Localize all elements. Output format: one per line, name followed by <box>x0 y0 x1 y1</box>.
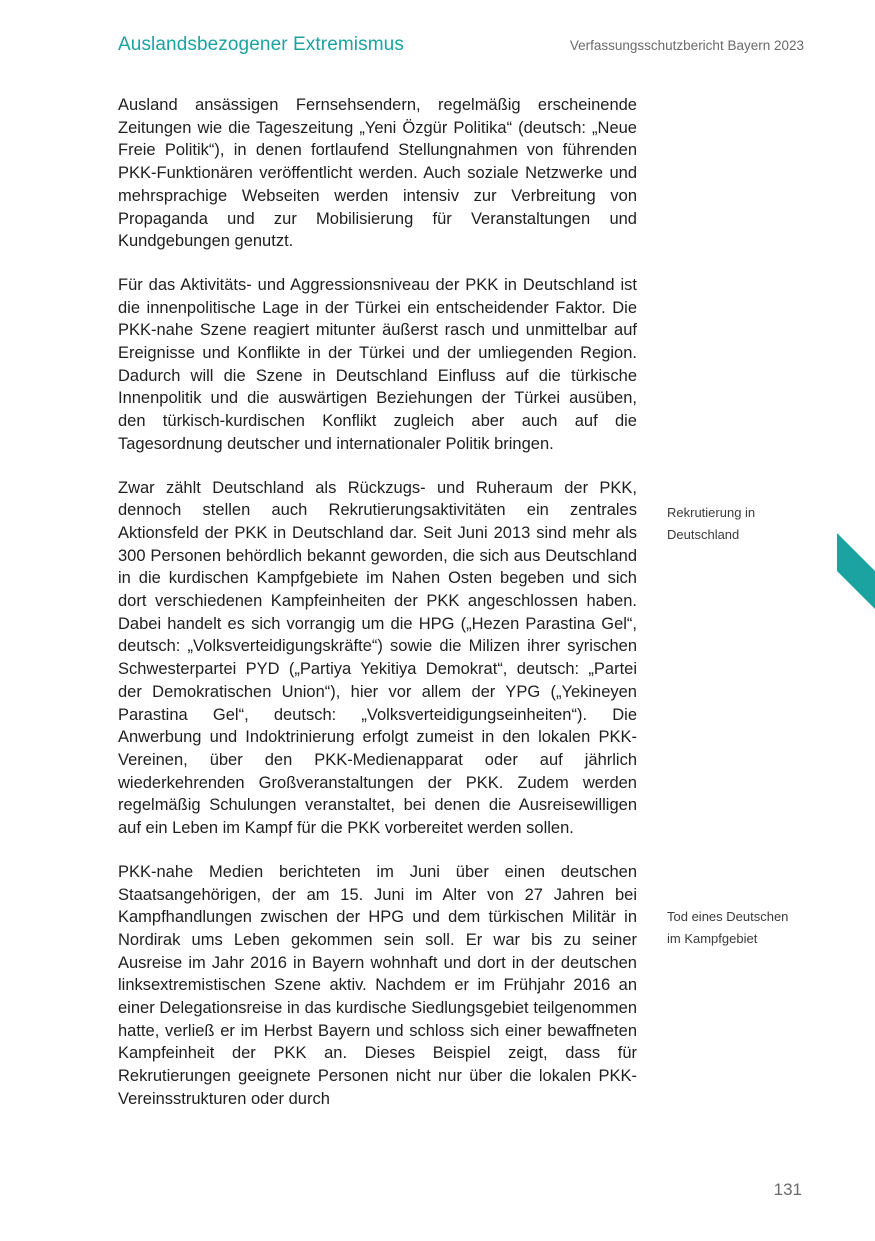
margin-note-recruitment <box>667 502 817 546</box>
section-title: Auslandsbezogener Extremismus <box>118 34 404 55</box>
report-title: Verfassungsschutzbericht Bayern 2023 <box>569 38 804 53</box>
chapter-tab-shape <box>837 533 875 609</box>
margin-note-line: Tod eines Deutschen <box>667 909 789 924</box>
margin-note-line: Deutschland <box>667 527 740 542</box>
margin-note-line: Rekrutierung in <box>667 505 756 520</box>
paragraph-media: Ausland ansässigen Fernsehsendern, regelmäßig erscheinende Zeitungen wie die Tageszeitung „Yeni Özgür Politika“ (deutsch: „Neue Freie Politik“), in denen fortlaufend Stellungnahmen von führenden PKK-Funktionären veröffentlicht werden. Auch soziale Netzwerke und mehrsprachige Webseiten werden intensiv zur Verbreitung von Propaganda und zur Mobilisierung für Veranstaltungen und Kundgebungen genutzt. <box>118 96 637 251</box>
main-text-column <box>118 94 637 1132</box>
page-number: 131 <box>773 1180 802 1199</box>
margin-note-death <box>667 906 817 950</box>
paragraph-activity-level: Für das Aktivitäts- und Aggressionsniveau der PKK in Deutschland ist die innenpolitische Lage in der Türkei ein entscheidender Faktor. Die PKK-nahe Szene reagiert mitunter äußerst rasch und unmittelbar auf Ereignisse und Konflikte in der Türkei und der umliegenden Region. Dadurch will die Szene in Deutschland Einfluss auf die türkische Innenpolitik und die auswärtigen Beziehungen der Türkei ausüben, den türkisch-kurdischen Konflikt zugleich aber auch auf die Tagesordnung deutscher und internationaler Politik bringen. <box>118 275 637 453</box>
paragraph-recruitment: Zwar zählt Deutschland als Rückzugs- und Ruheraum der PKK, dennoch stellen auch Rekrutierungsaktivitäten ein zentrales Aktionsfeld der PKK in Deutschland dar. Seit Juni 2013 sind mehr als 300 Personen behördlich bekannt geworden, die sich aus Deutschland in die kurdischen Kampfgebiete im Nahen Osten begeben und sich dort verschiedenen Kampfeinheiten der PKK angeschlossen haben. Dabei handelt es sich vorrangig um die HPG („Hezen Parastina Gel“, deutsch: „Volksverteidigungskräfte“) sowie die Milizen ihrer syrischen Schwesterpartei PYD („Partiya Yekitiya Demokrat“, deutsch: „Partei der Demokratischen Union“), hier vor allem der YPG („Yekineyen Parastina Gel“, deutsch: „Volksverteidigungseinheiten“). Die Anwerbung und Indoktrinierung erfolgt zumeist in den lokalen PKK-Vereinen, über den PKK-Medienapparat oder auf jährlich wiederkehrenden Großveranstaltungen der PKK. Zudem werden regelmäßig Schulungen veranstaltet, bei denen die Ausreisewilligen auf ein Leben im Kampf für die PKK vorbereitet werden sollen. <box>118 478 637 838</box>
paragraph-death-report: PKK-nahe Medien berichteten im Juni über einen deutschen Staatsangehörigen, der am 15. Juni im Alter von 27 Jahren bei Kampfhandlungen zwischen der HPG und dem türkischen Militär in Nordirak ums Leben gekommen sein soll. Er war bis zu seiner Ausreise im Jahr 2016 in Bayern wohnhaft und dort in der deutschen linksextremistischen Szene aktiv. Nachdem er im Frühjahr 2016 an einer Delegationsreise in das kurdische Siedlungsgebiet teilgenommen hatte, verließ er im Herbst Bayern und schloss sich einer bewaffneten Kampfeinheit der PKK an. Dieses Beispiel zeigt, dass für Rekrutierungen geeignete Personen nicht nur über die lokalen PKK-Vereinsstrukturen oder durch <box>118 862 637 1108</box>
margin-note-line: im Kampfgebiet <box>667 931 758 946</box>
chapter-tab-marker <box>837 533 875 609</box>
